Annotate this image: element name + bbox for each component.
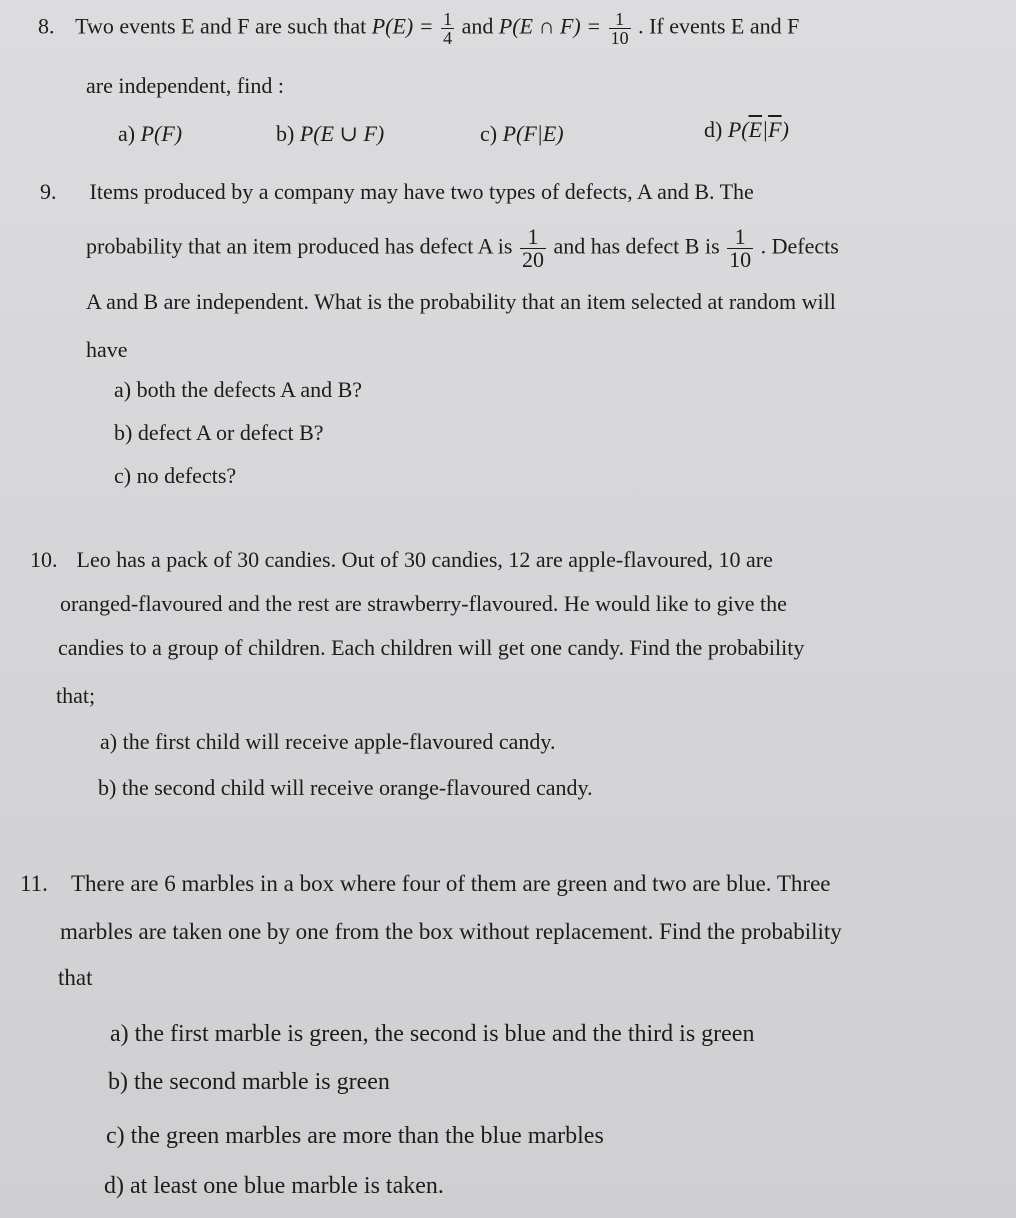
q8-text: Two events E and F are such that <box>75 13 367 39</box>
q11-line1 <box>20 870 831 898</box>
q9-defect-a-fraction <box>520 226 546 271</box>
q9-line4: have <box>86 337 128 362</box>
q8-part-a-expr: P(F) <box>140 121 183 146</box>
q11-number: 11. <box>20 871 48 896</box>
q8-part-b-label: b) <box>276 121 295 146</box>
q10-number: 10. <box>30 547 58 572</box>
q11-line1-text: There are 6 marbles in a box where four of them are green and two are blue. Three <box>71 871 831 896</box>
q9-line3: A and B are independent. What is the probability that an item selected at random will <box>86 289 836 314</box>
q9-line2-b: and has defect B is <box>553 233 720 259</box>
q10-line4: that; <box>56 683 96 708</box>
q9-b-den: 10 <box>729 247 752 272</box>
q8-pef-den: 10 <box>610 28 629 48</box>
q9-line2-a: probability that an item produced has defect A is <box>86 233 513 259</box>
q9-part-a: a) both the defects A and B? <box>114 377 363 402</box>
q11-part-d: d) at least one blue marble is taken. <box>104 1173 444 1199</box>
q8-part-d-label: d) <box>704 117 723 142</box>
q10-line2: oranged-flavoured and the rest are strawberry-flavoured. He would like to give the <box>60 591 787 616</box>
q9-part-b: b) defect A or defect B? <box>114 420 324 445</box>
q8-and: and <box>461 13 494 39</box>
q10-part-a: a) the first child will receive apple-flavoured candy. <box>100 729 556 754</box>
q9-number: 9. <box>40 179 57 204</box>
q8-pef-fraction <box>609 10 631 47</box>
q8-part-d-expr: $P(\overline{E}|\overline{F})$ <box>727 117 789 142</box>
q8-line2: are independent, find : <box>86 73 284 98</box>
q8-pe-fraction <box>441 10 454 47</box>
q11-line3: that <box>58 965 93 990</box>
q8-part-d <box>704 116 789 144</box>
q8-pe-den: 4 <box>443 28 453 48</box>
q10-line3: candies to a group of children. Each children will get one candy. Find the probability <box>58 635 805 660</box>
q8-text-b: . If events E and F <box>638 13 800 39</box>
q9-a-den: 20 <box>521 247 544 272</box>
q8-part-c-expr: P(F|E) <box>502 121 564 146</box>
q9-defect-b-fraction <box>727 226 753 271</box>
q11-part-a: a) the first marble is green, the second is blue and the third is green <box>110 1021 755 1047</box>
q9-line2-c: . Defects <box>760 233 839 259</box>
q8-part-a <box>118 120 182 148</box>
q9-line1-text: Items produced by a company may have two types of defects, A and B. The <box>89 179 754 204</box>
q8-part-a-label: a) <box>118 121 136 146</box>
q8-pef-num: 1 <box>615 9 625 29</box>
q11-line2: marbles are taken one by one from the box without replacement. Find the probability <box>60 919 842 944</box>
q9-a-num: 1 <box>527 224 539 249</box>
q9-line2 <box>86 226 839 271</box>
q9-line1 <box>40 178 754 206</box>
q11-part-c: c) the green marbles are more than the blue marbles <box>106 1123 604 1149</box>
q10-line1 <box>30 546 773 574</box>
q8-part-b <box>276 120 384 148</box>
q8-pe-lhs: P(E) = <box>371 13 434 39</box>
q8-part-c-label: c) <box>480 121 498 146</box>
q8-number: 8. <box>38 13 55 39</box>
q8-line1 <box>38 10 799 47</box>
q9-part-c: c) no defects? <box>114 463 237 488</box>
q11-part-b: b) the second marble is green <box>108 1069 390 1095</box>
q8-part-c <box>480 120 564 148</box>
q8-pef-lhs: P(E ∩ F) = <box>498 13 602 39</box>
q8-part-b-expr: P(E ∪ F) <box>299 121 385 146</box>
q9-b-num: 1 <box>734 224 746 249</box>
q8-pe-num: 1 <box>443 9 453 29</box>
q10-line1-text: Leo has a pack of 30 candies. Out of 30 candies, 12 are apple-flavoured, 10 are <box>76 547 773 572</box>
q10-part-b: b) the second child will receive orange-flavoured candy. <box>98 775 593 800</box>
